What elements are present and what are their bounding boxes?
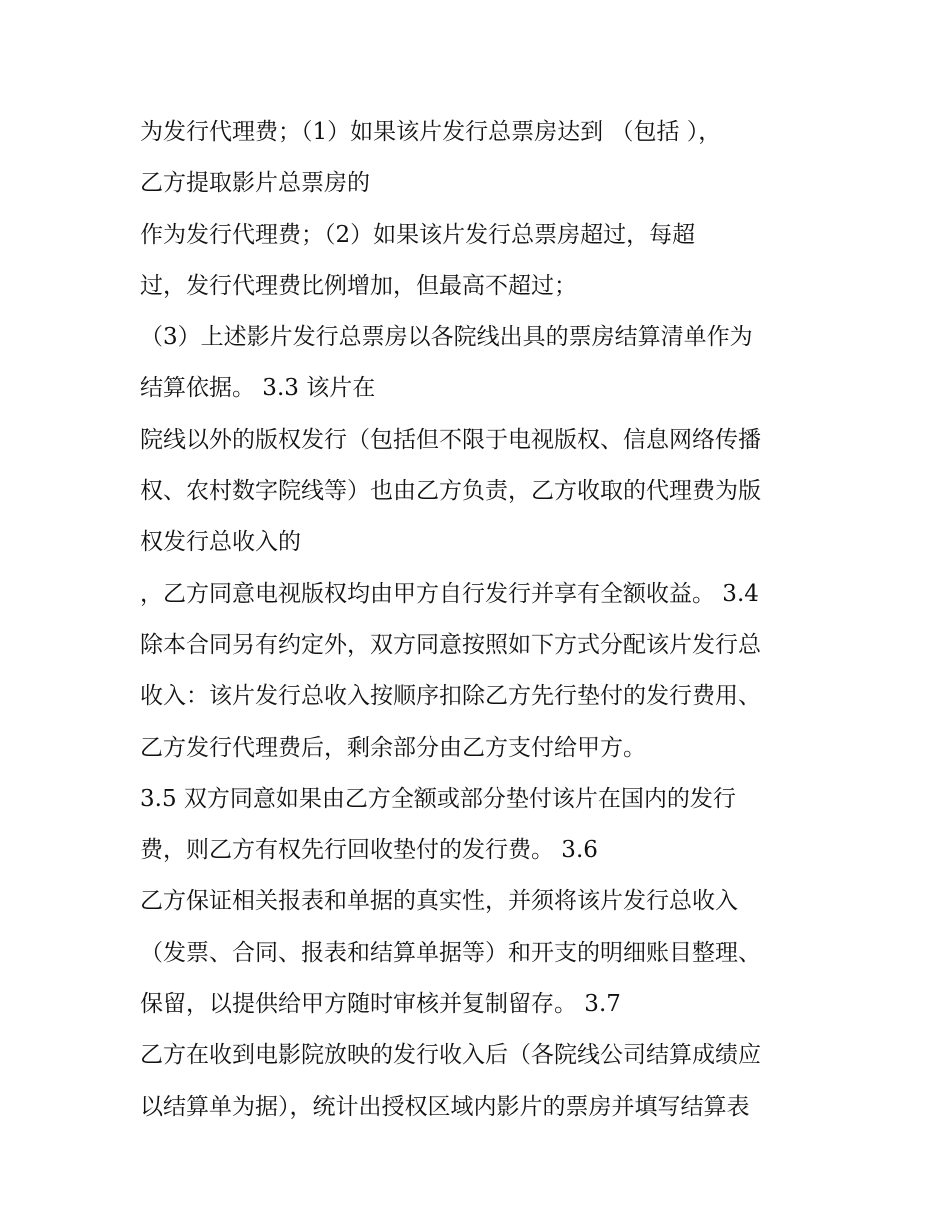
text-line: 乙方保证相关报表和单据的真实性，并须将该片发行总收入 bbox=[140, 888, 738, 915]
text-line: 乙方在收到电影院放映的发行收入后（各院线公司结算成绩应 bbox=[140, 1042, 761, 1069]
text-line: 作为发行代理费；（2）如果该片发行总票房超过，每超 bbox=[140, 221, 696, 248]
text-line: ，乙方同意电视版权均由甲方自行发行并享有全额收益。 3.4 bbox=[140, 580, 759, 607]
text-line: （发票、合同、报表和结算单据等）和开支的明细账目整理、 bbox=[140, 939, 761, 966]
text-line: 权发行总收入的 bbox=[140, 529, 301, 556]
text-line: 3.5 双方同意如果由乙方全额或部分垫付该片在国内的发行 bbox=[140, 785, 736, 812]
text-line: 为发行代理费；（1）如果该片发行总票房达到 （包括 ）， bbox=[140, 119, 722, 145]
text-line: 费，则乙方有权先行回收垫付的发行费。 3.6 bbox=[140, 837, 598, 864]
document-body bbox=[140, 107, 830, 1133]
text-line: 权、农村数字院线等）也由乙方负责，乙方收取的代理费为版 bbox=[140, 478, 761, 505]
text-line: 乙方提取影片总票房的 bbox=[140, 170, 370, 197]
text-line: 乙方发行代理费后，剩余部分由乙方支付给甲方。 bbox=[140, 734, 646, 761]
text-line: 以结算单为据），统计出授权区域内影片的票房并填写结算表 bbox=[140, 1093, 750, 1120]
text-line: 过，发行代理费比例增加，但最高不超过； bbox=[140, 272, 577, 299]
text-line: 除本合同另有约定外，双方同意按照如下方式分配该片发行总 bbox=[140, 631, 761, 658]
text-line: 院线以外的版权发行（包括但不限于电视版权、信息网络传播 bbox=[140, 426, 761, 453]
text-line: 保留，以提供给甲方随时审核并复制留存。 3.7 bbox=[140, 991, 621, 1018]
text-line: 结算依据。 3.3 该片在 bbox=[140, 375, 376, 402]
text-line: （3）上述影片发行总票房以各院线出具的票房结算清单作为 bbox=[140, 324, 753, 351]
text-line: 收入：该片发行总收入按顺序扣除乙方先行垫付的发行费用、 bbox=[140, 683, 761, 710]
